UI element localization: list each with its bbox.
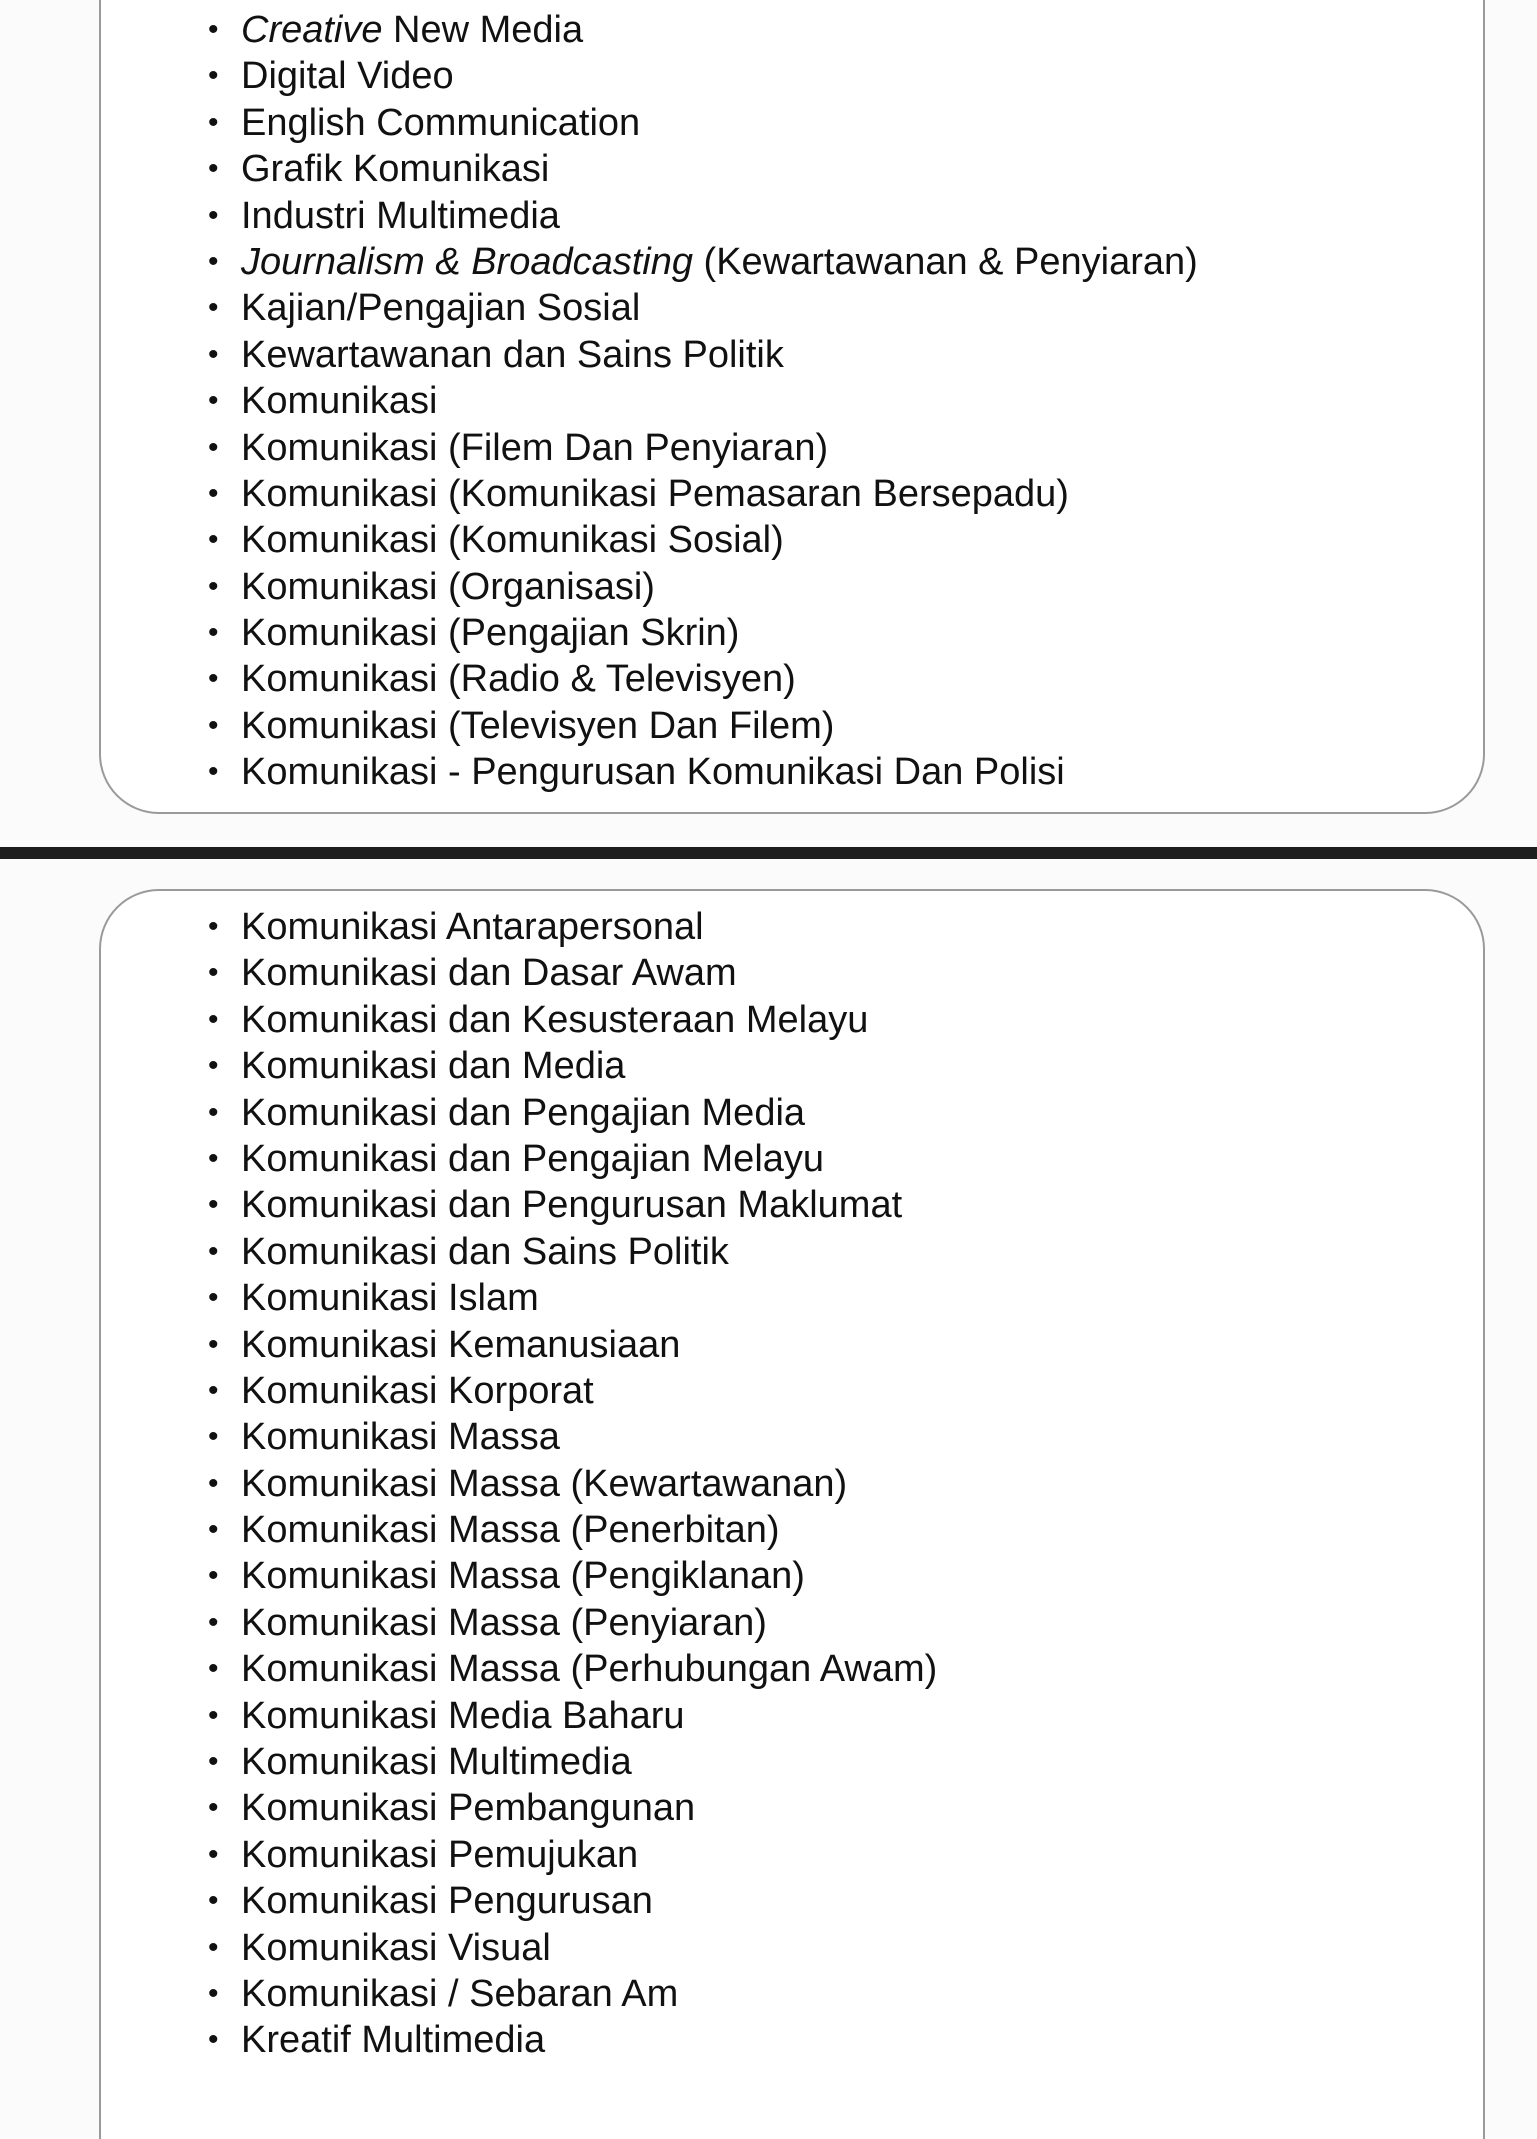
- list-item: • Komunikasi Media Baharu: [212, 1693, 937, 1739]
- list-item-text: Kewartawanan dan Sains Politik: [241, 333, 784, 376]
- list-item-text: English Communication: [241, 101, 641, 144]
- list-item: • Komunikasi Visual: [212, 1925, 937, 1971]
- list-item-italic-text: Creative: [241, 9, 383, 51]
- list-item-text: Komunikasi (Komunikasi Pemasaran Bersepadu): [241, 472, 1069, 515]
- list-item-text: Komunikasi - Pengurusan Komunikasi Dan Polisi: [241, 751, 1065, 794]
- list-item: [212, 146, 1198, 192]
- list-item: [212, 703, 1198, 749]
- list-item-text: Komunikasi (Radio & Televisyen): [241, 658, 796, 701]
- list-item-text: Kajian/Pengajian Sosial: [241, 287, 641, 330]
- list-item: • Komunikasi Korporat: [212, 1368, 937, 1414]
- list-item-text: Digital Video: [241, 55, 454, 98]
- list-item: • Komunikasi Multimedia: [212, 1739, 937, 1785]
- list-item: • Komunikasi dan Pengajian Media: [212, 1090, 937, 1136]
- list-item-text: Industri Multimedia: [241, 194, 560, 237]
- list-item: • Komunikasi Pembangunan: [212, 1785, 937, 1831]
- list-item-text: New Media: [382, 9, 584, 51]
- list-item: [212, 100, 1198, 146]
- list-item: [212, 239, 1198, 285]
- list-item: • Komunikasi dan Media: [212, 1043, 937, 1089]
- list-item-text: Komunikasi (Televisyen Dan Filem): [241, 704, 835, 747]
- program-list-bottom: [212, 904, 937, 2064]
- list-item: • Komunikasi dan Sains Politik: [212, 1229, 937, 1275]
- program-list-top: [212, 7, 1198, 796]
- list-item: • Komunikasi dan Pengajian Melayu: [212, 1136, 937, 1182]
- list-item: [212, 285, 1198, 331]
- list-item: [212, 471, 1198, 517]
- list-item: [212, 656, 1198, 702]
- list-item: • Komunikasi Massa (Kewartawanan): [212, 1461, 937, 1507]
- list-item-text: Komunikasi (Pengajian Skrin): [241, 612, 740, 655]
- list-item: [212, 425, 1198, 471]
- list-item: • Komunikasi dan Dasar Awam: [212, 950, 937, 996]
- list-item: • Komunikasi Antarapersonal: [212, 904, 937, 950]
- list-item: • Komunikasi Pengurusan: [212, 1878, 937, 1924]
- list-item-italic-text: Journalism & Broadcasting: [241, 240, 693, 283]
- list-item: [212, 564, 1198, 610]
- list-item: • Kreatif Multimedia: [212, 2017, 937, 2063]
- list-item-text: (Kewartawanan & Penyiaran): [693, 240, 1198, 283]
- list-item-text: Grafik Komunikasi: [241, 148, 550, 191]
- list-item: • Komunikasi / Sebaran Am: [212, 1971, 937, 2017]
- list-item-text: Komunikasi (Organisasi): [241, 565, 655, 608]
- list-item: [212, 332, 1198, 378]
- list-item: [212, 517, 1198, 563]
- list-item: • Komunikasi Massa (Penerbitan): [212, 1507, 937, 1553]
- list-item: [212, 378, 1198, 424]
- list-item: • Komunikasi Islam: [212, 1275, 937, 1321]
- list-item-text: Komunikasi: [241, 380, 438, 423]
- list-item: • Komunikasi Massa (Penyiaran): [212, 1600, 937, 1646]
- list-item: • Komunikasi dan Pengurusan Maklumat: [212, 1182, 937, 1228]
- screenshot-divider: [0, 847, 1537, 859]
- list-item-text: Komunikasi (Filem Dan Penyiaran): [241, 426, 829, 469]
- list-item: [212, 7, 1198, 53]
- list-item: • Komunikasi Massa (Pengiklanan): [212, 1553, 937, 1599]
- list-item: [212, 53, 1198, 99]
- list-item: [212, 610, 1198, 656]
- list-item: • Komunikasi Kemanusiaan: [212, 1322, 937, 1368]
- list-item: • Komunikasi dan Kesusteraan Melayu: [212, 997, 937, 1043]
- list-item: [212, 193, 1198, 239]
- list-item: [212, 749, 1198, 795]
- list-item: • Komunikasi Massa: [212, 1414, 937, 1460]
- list-item: • Komunikasi Massa (Perhubungan Awam): [212, 1646, 937, 1692]
- list-item-text: Komunikasi (Komunikasi Sosial): [241, 519, 784, 562]
- list-item: • Komunikasi Pemujukan: [212, 1832, 937, 1878]
